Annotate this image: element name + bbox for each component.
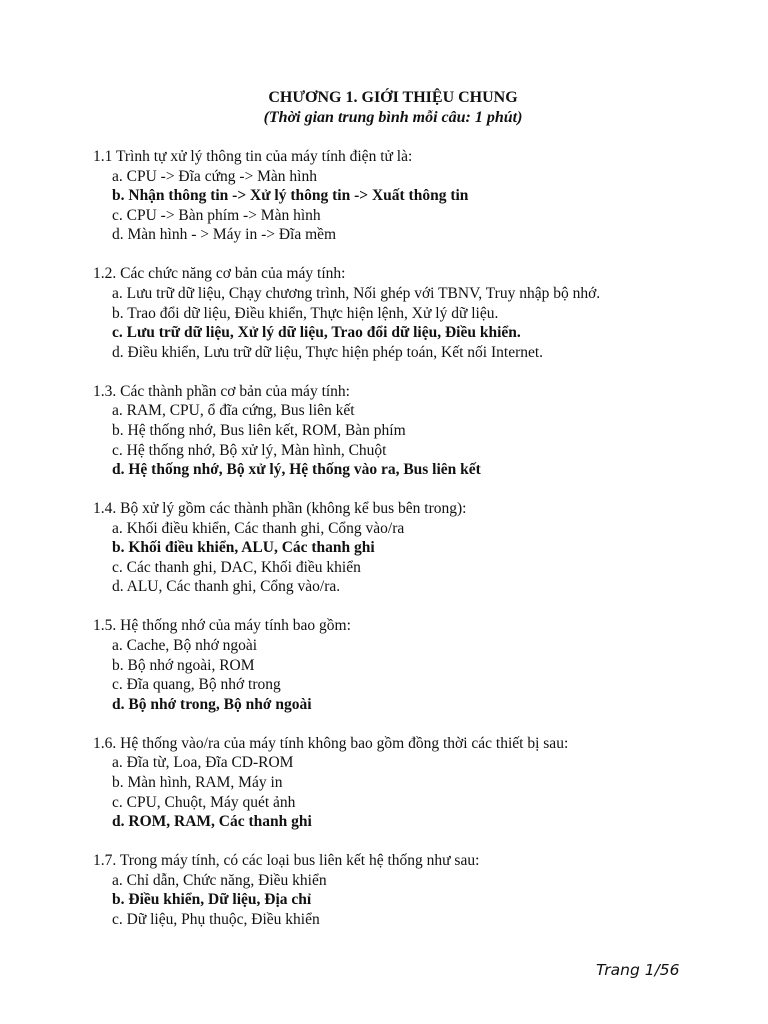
answer-option-correct: d. ROM, RAM, Các thanh ghi (112, 813, 312, 831)
answer-option: a. RAM, CPU, ổ đĩa cứng, Bus liên kết (112, 402, 355, 420)
page-number: Trang 1/56 (596, 961, 680, 979)
question-text: 1.4. Bộ xử lý gồm các thành phần (không kể bus bên trong): (93, 500, 467, 518)
answer-option: d. Màn hình - > Máy in -> Đĩa mềm (112, 226, 337, 244)
answer-option: b. Trao đổi dữ liệu, Điều khiển, Thực hiện lệnh, Xử lý dữ liệu. (112, 304, 499, 322)
answer-option: b. Bộ nhớ ngoài, ROM (112, 656, 255, 674)
question-text: 1.1 Trình tự xử lý thông tin của máy tính điện tử là: (93, 148, 413, 165)
question-block (93, 382, 733, 480)
question-text: 1.3. Các thành phần cơ bản của máy tính: (93, 382, 350, 400)
answer-option-correct: c. Lưu trữ dữ liệu, Xử lý dữ liệu, Trao đổi dữ liệu, Điều khiển. (112, 324, 521, 342)
answer-option-correct: b. Khối điều khiển, ALU, Các thanh ghi (112, 539, 375, 557)
chapter-header (0, 88, 768, 128)
answer-option-correct: b. Nhận thông tin -> Xử lý thông tin -> Xuất thông tin (112, 187, 469, 205)
answer-option: b. Màn hình, RAM, Máy in (112, 773, 283, 791)
answer-option: d. ALU, Các thanh ghi, Cổng vào/ra. (112, 578, 341, 596)
answer-option: a. Lưu trữ dữ liệu, Chạy chương trình, Nối ghép với TBNV, Truy nhập bộ nhớ. (112, 284, 601, 302)
answer-option: a. Đĩa từ, Loa, Đĩa CD-ROM (112, 754, 294, 772)
question-block (93, 616, 733, 714)
answer-option: a. Khối điều khiển, Các thanh ghi, Cổng vào/ra (112, 519, 405, 537)
answer-option: c. Đĩa quang, Bộ nhớ trong (112, 676, 281, 694)
answer-option-correct: d. Hệ thống nhớ, Bộ xử lý, Hệ thống vào ra, Bus liên kết (112, 461, 481, 479)
question-text: 1.2. Các chức năng cơ bản của máy tính: (93, 265, 346, 283)
answer-option: a. CPU -> Đĩa cứng -> Màn hình (112, 167, 317, 185)
question-block (93, 734, 733, 832)
answer-option-correct: b. Điều khiển, Dữ liệu, Địa chỉ (112, 891, 312, 909)
answer-option: a. Cache, Bộ nhớ ngoài (112, 637, 258, 655)
question-text: 1.5. Hệ thống nhớ của máy tính bao gồm: (93, 617, 351, 635)
question-block (93, 147, 733, 245)
question-text: 1.7. Trong máy tính, có các loại bus liên kết hệ thống như sau: (93, 852, 480, 870)
question-block (93, 264, 733, 362)
chapter-subtitle: (Thời gian trung bình mỗi câu: 1 phút) (263, 109, 523, 126)
answer-option: c. Hệ thống nhớ, Bộ xử lý, Màn hình, Chuột (112, 441, 387, 459)
answer-option: c. CPU -> Bàn phím -> Màn hình (112, 206, 321, 224)
answer-option: c. CPU, Chuột, Máy quét ảnh (112, 793, 296, 811)
answer-option: c. Dữ liệu, Phụ thuộc, Điều khiển (112, 910, 320, 928)
answer-option: d. Điều khiển, Lưu trữ dữ liệu, Thực hiện phép toán, Kết nối Internet. (112, 343, 544, 361)
answer-option: a. Chỉ dẫn, Chức năng, Điều khiển (112, 871, 327, 889)
question-list (93, 147, 733, 949)
chapter-title: CHƯƠNG 1. GIỚI THIỆU CHUNG (268, 89, 518, 106)
answer-option: c. Các thanh ghi, DAC, Khối điều khiển (112, 558, 361, 576)
answer-option-correct: d. Bộ nhớ trong, Bộ nhớ ngoài (112, 695, 312, 713)
question-text: 1.6. Hệ thống vào/ra của máy tính không bao gồm đồng thời các thiết bị sau: (93, 734, 569, 752)
question-block (93, 851, 733, 929)
answer-option: b. Hệ thống nhớ, Bus liên kết, ROM, Bàn phím (112, 421, 406, 439)
question-block (93, 499, 733, 597)
